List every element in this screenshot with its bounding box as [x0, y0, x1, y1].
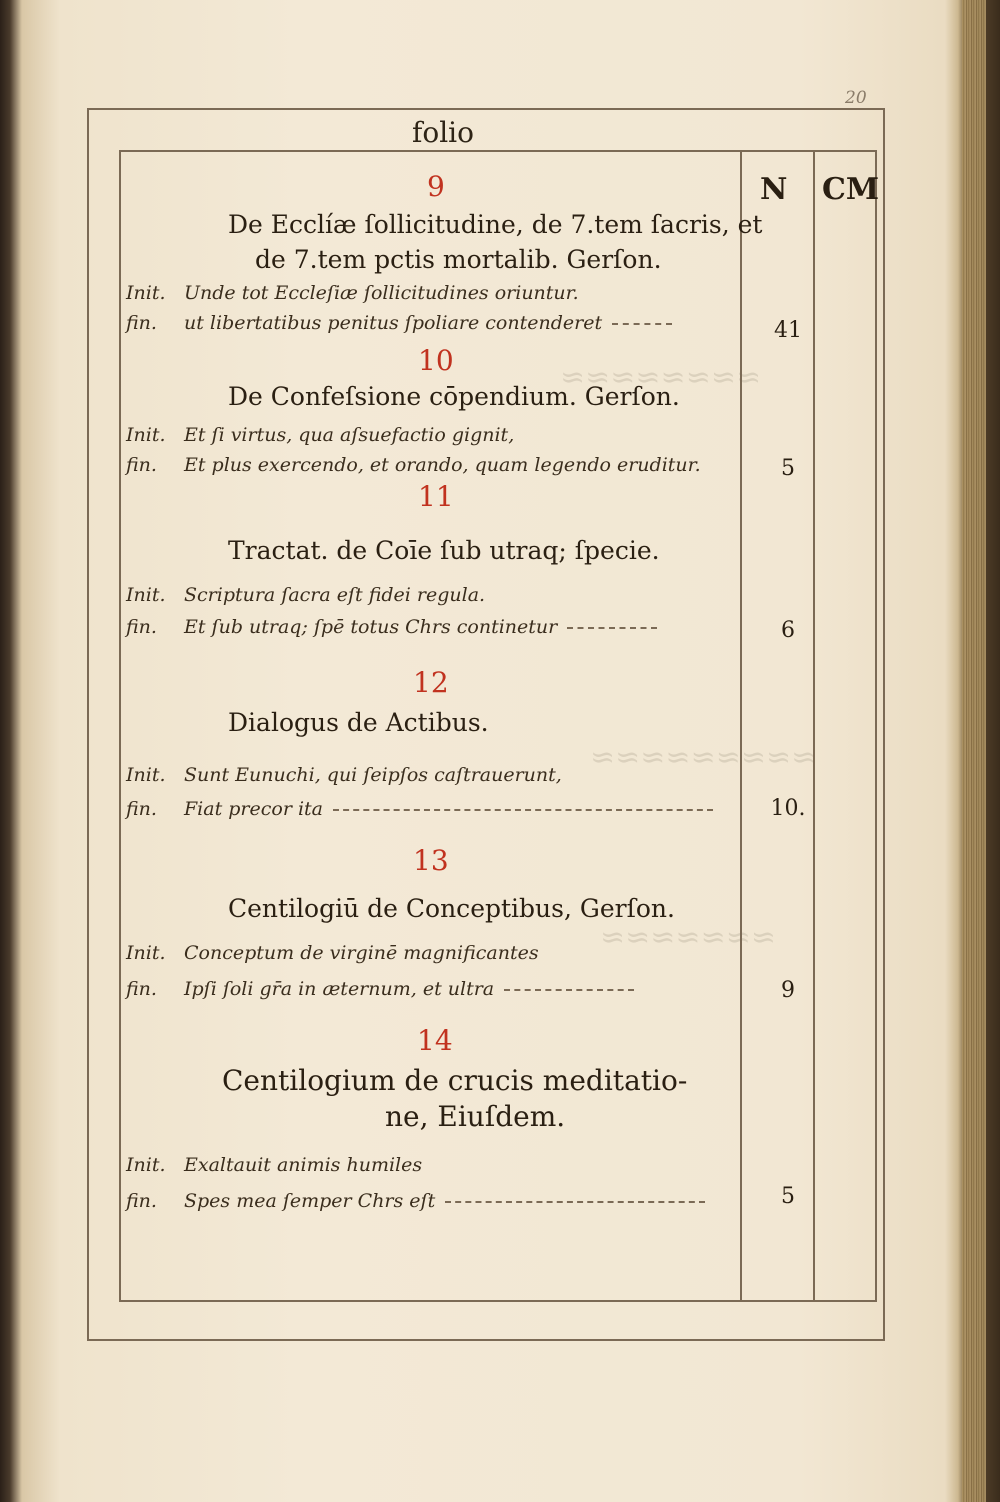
init-label: Init. — [126, 424, 166, 446]
bleed-through-decoration: ≈≈≈≈≈≈≈≈ — [560, 360, 762, 395]
explicit-line — [126, 798, 713, 820]
incipit-text: Conceptum de virginē magnificantes — [184, 942, 539, 964]
leader-dots — [567, 627, 657, 629]
entry-title: Centilogiū de Conceptibus, Gerſon. — [228, 894, 675, 923]
explicit-line — [126, 616, 657, 638]
incipit-line — [126, 424, 514, 446]
explicit-text: Spes mea ſemper Chrs eſt — [184, 1190, 436, 1212]
incipit-line — [126, 764, 562, 786]
n-value: 5 — [781, 1184, 795, 1209]
fin-label: fin. — [126, 978, 157, 1000]
n-value: 41 — [774, 318, 802, 343]
entry-title: De Confeſsione cōpendium. Gerſon. — [228, 382, 680, 411]
fin-label: fin. — [126, 1190, 157, 1212]
explicit-text: Et ſub utraq; ſpē totus Chrs continetur — [184, 616, 558, 638]
fin-label: fin. — [126, 616, 157, 638]
entry-title: de 7.tem pctis mortalib. Gerſon. — [255, 245, 662, 274]
incipit-line — [126, 942, 539, 964]
leader-dots — [612, 323, 672, 325]
bleed-through-decoration: ≈≈≈≈≈≈≈≈≈ — [590, 740, 817, 775]
entry-title: De Ecclíæ ſollicitudine, de 7.tem ſacris, et — [228, 210, 763, 239]
fin-label: fin. — [126, 312, 157, 334]
explicit-text: Ipſi ſoli gr̄a in æternum, et ultra — [184, 978, 495, 1000]
explicit-text: ut libertatibus penitus ſpoliare contenderet — [184, 312, 603, 334]
fin-label: fin. — [126, 454, 157, 476]
explicit-text: Fiat precor ita — [184, 798, 323, 820]
incipit-text: Scriptura ſacra eſt fidei regula. — [184, 584, 486, 606]
entry-number: 10 — [418, 344, 454, 377]
incipit-line — [126, 1154, 422, 1176]
explicit-line — [126, 978, 634, 1000]
entry-title: Centilogium de crucis meditatio- — [222, 1064, 688, 1097]
bleed-through-decoration: ≈≈≈≈≈≈≈ — [600, 920, 776, 955]
entry-number: 11 — [418, 480, 454, 513]
incipit-line — [126, 282, 579, 304]
column-rule-n — [740, 150, 742, 1302]
page-edge-texture — [962, 0, 986, 1502]
leader-dots — [445, 1201, 705, 1203]
entry-number: 9 — [427, 170, 445, 203]
incipit-text: Exaltauit animis humiles — [184, 1154, 423, 1176]
entry-title: Dialogus de Actibus. — [228, 708, 489, 737]
explicit-text: Et plus exercendo, et orando, quam legendo eruditur. — [184, 454, 701, 476]
n-value: 5 — [781, 456, 795, 481]
folio-heading: folio — [412, 116, 474, 149]
init-label: Init. — [126, 942, 166, 964]
incipit-text: Sunt Eunuchi, qui ſeipſos caſtrauerunt, — [184, 764, 562, 786]
explicit-line — [126, 312, 672, 334]
init-label: Init. — [126, 1154, 166, 1176]
leader-dots — [504, 989, 634, 991]
fin-label: fin. — [126, 798, 157, 820]
incipit-line — [126, 584, 485, 606]
entry-number: 12 — [413, 666, 449, 699]
init-label: Init. — [126, 282, 166, 304]
incipit-text: Et ſi virtus, qua aſsuefactio gignit, — [184, 424, 515, 446]
entry-number: 14 — [417, 1024, 453, 1057]
n-value: 9 — [781, 978, 795, 1003]
leader-dots — [333, 809, 713, 811]
explicit-line — [126, 1190, 705, 1212]
column-header-cm: CM — [822, 172, 880, 207]
init-label: Init. — [126, 764, 166, 786]
explicit-line — [126, 454, 701, 476]
init-label: Init. — [126, 584, 166, 606]
entry-title: Tractat. de Coīe ſub utraq; ſpecie. — [228, 536, 660, 565]
incipit-text: Unde tot Eccleſiæ ſollicitudines oriuntur. — [184, 282, 579, 304]
entry-number: 13 — [413, 844, 449, 877]
column-header-n: N — [760, 172, 788, 207]
n-value: 6 — [781, 618, 795, 643]
n-value: 10. — [770, 796, 806, 821]
page-number: 20 — [845, 88, 867, 108]
entry-title: ne, Eiuſdem. — [385, 1100, 566, 1133]
